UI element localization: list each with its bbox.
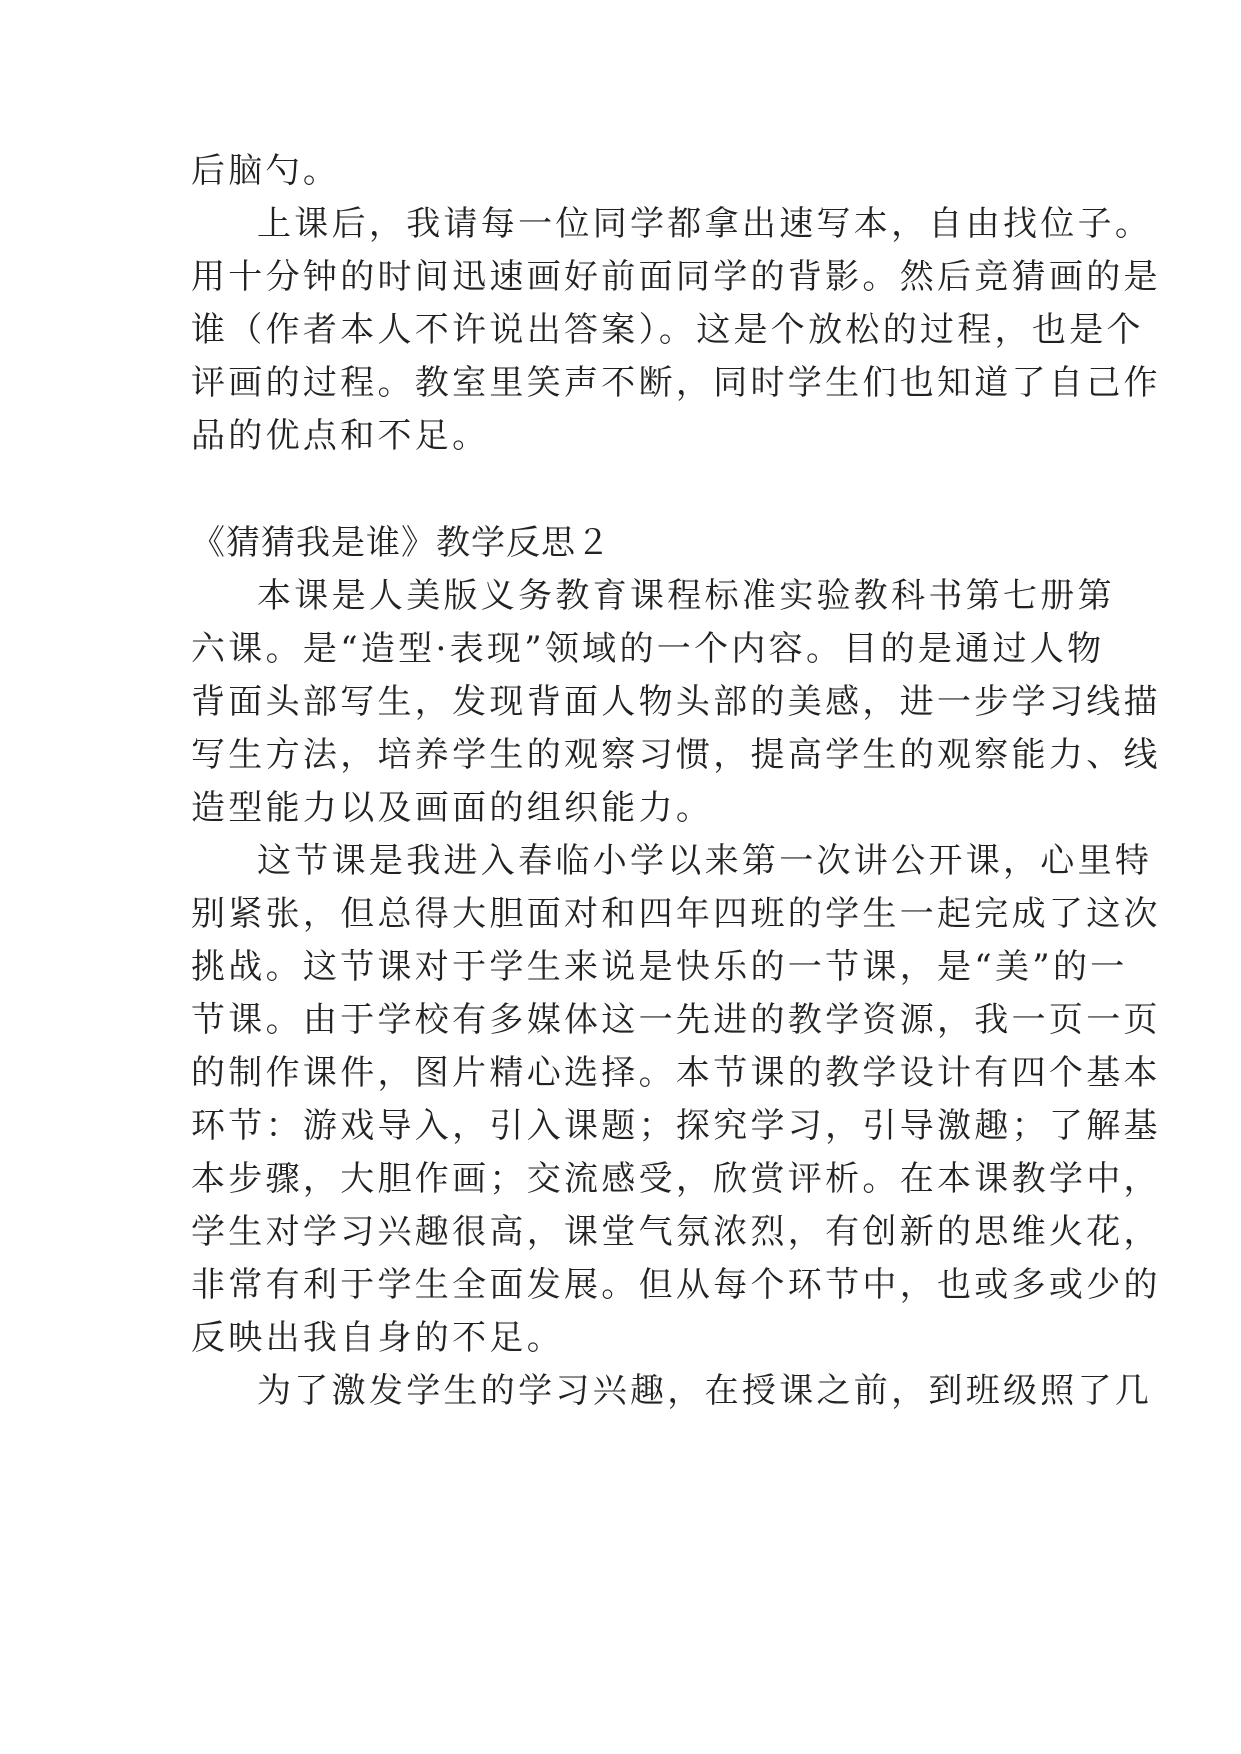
text-line: 非常有利于学生全面发展。但从每个环节中，也或多或少的 [191,1265,1161,1305]
text-line: 背面头部写生，发现背面人物头部的美感，进一步学习线描 [191,682,1161,722]
text-line: 后脑勺。 [191,151,341,191]
paragraph-first-line: 本课是人美版义务教育课程标准实验教科书第七册第 [257,576,1115,616]
text-line: 反映出我自身的不足。 [191,1318,564,1358]
text-line: 挑战。这节课对于学生来说是快乐的一节课，是“美”的一 [191,947,1128,987]
text-line: 评画的过程。教室里笑声不断，同时学生们也知道了自己作 [191,363,1161,403]
text-line: 六课。是“造型·表现”领域的一个内容。目的是通过人物 [191,629,1105,669]
text-line: 谁（作者本人不许说出答案）。这是个放松的过程，也是个 [191,310,1144,350]
text-line: 别紧张，但总得大胆面对和四年四班的学生一起完成了这次 [191,894,1161,934]
section-heading: 《猜猜我是谁》教学反思２ [191,523,611,563]
text-line: 学生对学习兴趣很高，课堂气氛浓烈，有创新的思维火花， [191,1212,1161,1252]
paragraph-first-line: 为了激发学生的学习兴趣，在授课之前，到班级照了几 [257,1371,1153,1411]
paragraph-first-line: 这节课是我进入春临小学以来第一次讲公开课，心里特 [257,841,1153,881]
paragraph-first-line: 上课后，我请每一位同学都拿出速写本，自由找位子。 [257,204,1153,244]
text-line: 造型能力以及画面的组织能力。 [191,788,714,828]
text-line: 的制作课件，图片精心选择。本节课的教学设计有四个基本 [191,1053,1161,1093]
text-line: 本步骤，大胆作画；交流感受，欣赏评析。在本课教学中， [191,1159,1161,1199]
text-line: 品的优点和不足。 [191,416,490,456]
text-line: 环节：游戏导入，引入课题；探究学习，引导激趣；了解基 [191,1106,1161,1146]
text-line: 写生方法，培养学生的观察习惯，提高学生的观察能力、线 [191,735,1161,775]
text-line: 用十分钟的时间迅速画好前面同学的背影。然后竞猜画的是 [191,257,1161,297]
text-line: 节课。由于学校有多媒体这一先进的教学资源，我一页一页 [191,1000,1161,1040]
